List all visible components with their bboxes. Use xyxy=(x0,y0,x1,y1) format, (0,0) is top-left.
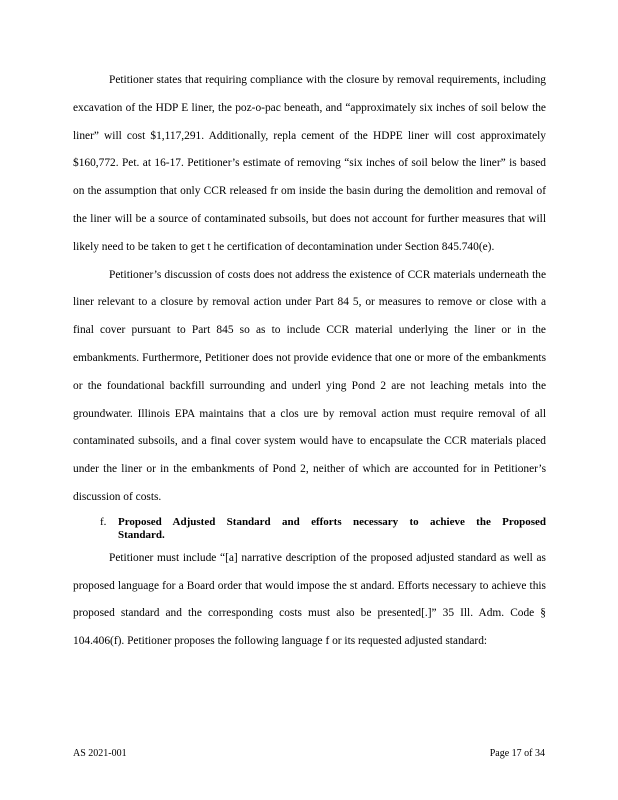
section-heading xyxy=(73,516,546,542)
document-body xyxy=(73,67,546,656)
footer-case-number: AS 2021-001 xyxy=(73,748,127,759)
paragraph-cost-estimate: Petitioner states that requiring compliance with the closure by removal requirements, including excavation of the HDP E liner, the poz-o-pac beneath, and “approximately six inches of soil below the liner” will cost $1,117,291. Additionally, repla cement of the HDPE liner will cost approximately $160,772. Pet. at 16-17. Petitioner’s estimate of removing “six inches of soil below the liner” is based on the assumption that only CCR released fr om inside the basin during the demolition and removal of the liner will be a source of contaminated subsoils, but does not account for further measures that will likely need to be taken to get t he certification of decontamination under Section 845.740(e). xyxy=(73,74,546,253)
section-letter: f. xyxy=(100,515,107,528)
paragraph-proposed-standard: Petitioner must include “[a] narrative description of the proposed adjusted standard as well as proposed language for a Board order that would impose the st andard. Efforts necessary to achieve this proposed standard and the corresponding costs must also be presented[.]” 35 Ill. Adm. Code § 104.406(f). Petitioner proposes the following language f or its requested adjusted standard: xyxy=(73,551,546,648)
section-heading-line1: Proposed Adjusted Standard and efforts necessary to achieve the Proposed xyxy=(118,515,546,528)
section-heading-line2: Standard. xyxy=(118,528,165,541)
footer-page-number: Page 17 of 34 xyxy=(489,748,545,759)
paragraph-costs-discussion: Petitioner’s discussion of costs does not address the existence of CCR materials underneath the liner relevant to a closure by removal action under Part 84 5, or measures to remove or close with a final cover pursuant to Part 845 so as to include CCR material underlying the liner or in the embankments. Furthermore, Petitioner does not provide evidence that one or more of the embankments or the foundational backfill surrounding and underl ying Pond 2 are not leaching metals into the groundwater. Illinois EPA maintains that a clos ure by removal action must require removal of all contaminated subsoils, and a final cover system would have to encapsulate the CCR materials placed under the liner or in the embankments of Pond 2, neither of which are accounted for in Petitioner’s discussion of costs. xyxy=(73,268,546,503)
